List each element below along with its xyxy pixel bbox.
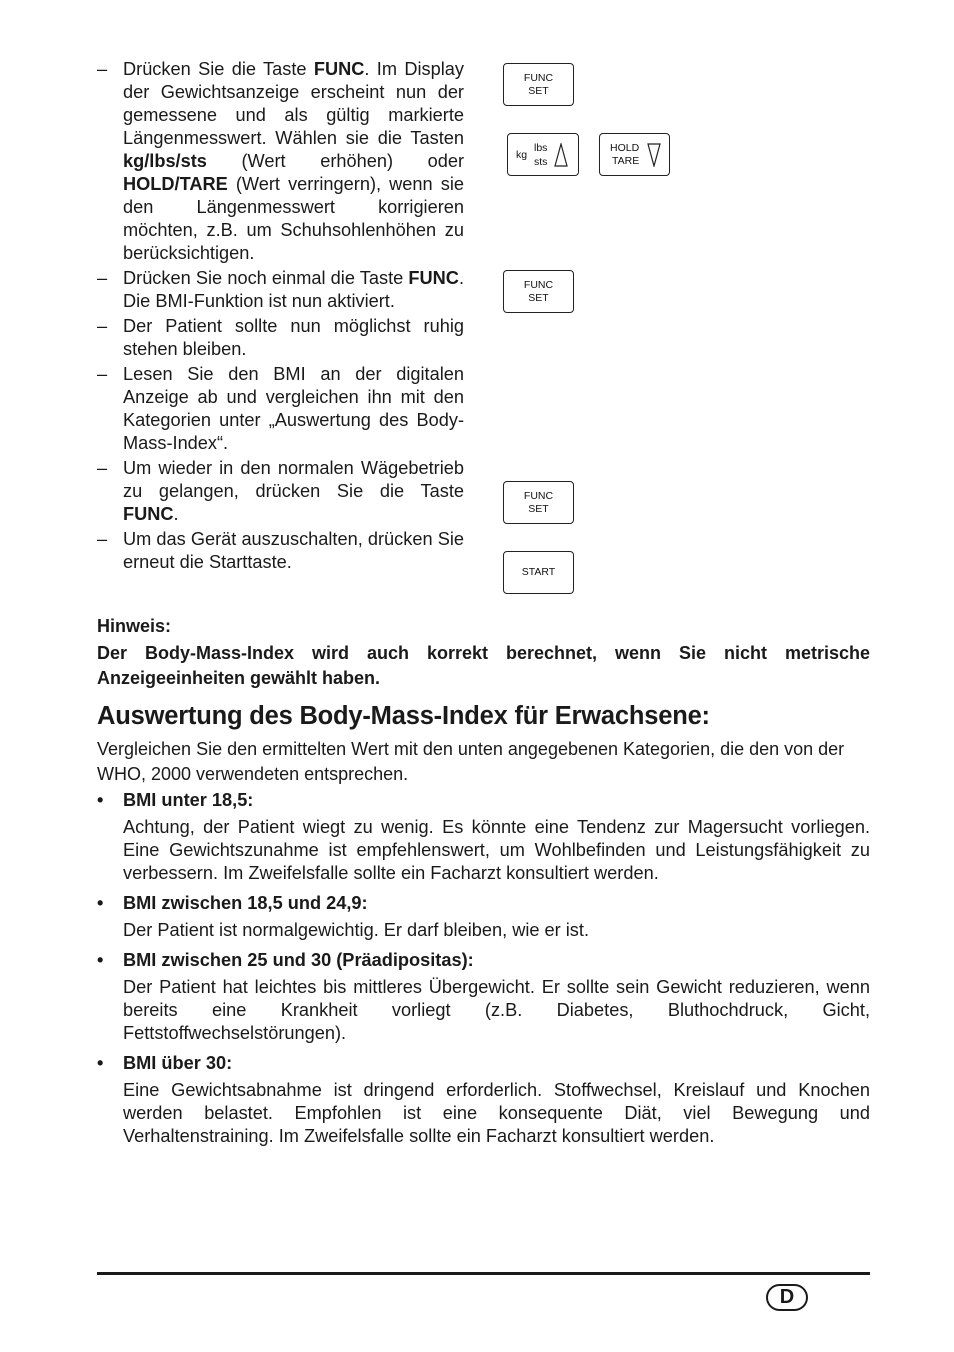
category-title: • BMI zwischen 18,5 und 24,9: <box>97 893 368 913</box>
section-intro: Vergleichen Sie den ermittelten Wert mit den unten angegebenen Kategorien, die den von der WHO, 2000 verwendeten entsprechen. <box>97 739 845 784</box>
category-text: Eine Gewichtsabnahme ist dringend erforderlich. Stoffwechsel, Kreislauf und Knochen werden belastet. Empfohlen ist eine konsequente Diät, viel Bewegung und Verhaltenstraining. Im Zweifelsfalle sollte ein Facharzt konsultiert werden. <box>123 1080 870 1146</box>
func-set-key-illustration-2: FUNC SET <box>503 270 574 313</box>
func-set-key-illustration-3: FUNC SET <box>503 481 574 524</box>
bmi-categories-list <box>97 788 870 1154</box>
note-text: Der Body-Mass-Index wird auch korrekt berechnet, wenn Sie nicht metrische Anzeigeeinheiten gewählt haben. <box>97 643 870 688</box>
section-title: Auswertung des Body-Mass-Index für Erwachsene: <box>97 702 710 730</box>
category-text: Der Patient hat leichtes bis mittleres Übergewicht. Er sollte sein Gewicht reduzieren, wenn bereits eine Krankheit vorliegt (z.B. Diabetes, Bluthochdruck, Gicht, Fettstoffwechselstörungen). <box>123 977 870 1043</box>
down-triangle-icon <box>647 143 661 167</box>
instruction-steps <box>97 58 464 574</box>
category-text: Der Patient ist normalgewichtig. Er darf bleiben, wie er ist. <box>123 920 590 940</box>
unit-key-illustration: kg lbs sts <box>507 133 579 176</box>
step-6: – Um das Gerät auszuschalten, drücken Sie erneut die Starttaste. <box>97 529 464 572</box>
category-title: • BMI unter 18,5: <box>97 790 254 810</box>
func-set-key-illustration: FUNC SET <box>503 63 574 106</box>
up-triangle-icon <box>554 143 568 167</box>
footer-rule <box>97 1272 870 1275</box>
step-3: – Der Patient sollte nun möglichst ruhig stehen bleiben. <box>97 316 464 359</box>
step-4: – Lesen Sie den BMI an der digitalen Anzeige ab und vergleichen ihn mit den Kategorien unter „Auswertung des Body-Mass-Index“. <box>97 364 464 453</box>
step-2: – Drücken Sie noch einmal die Taste FUNC. Die BMI-Funktion ist nun aktiviert. <box>97 268 464 311</box>
category-title: • BMI zwischen 25 und 30 (Präadipositas): <box>97 950 474 970</box>
category-text: Achtung, der Patient wiegt zu wenig. Es könnte eine Tendenz zur Magersucht vorliegen. Eine Gewichtszunahme ist empfehlenswert, um Wohlbefinden und Leistungsfähigkeit zu verbessern. Im Zweifelsfalle sollte ein Facharzt konsultiert werden. <box>123 817 870 883</box>
step-1: – Drücken Sie die Taste FUNC. Im Display der Gewichtsanzeige erscheint nun der gemessene und als gültig markierte Längenmesswert. Wählen sie die Tasten kg/lbs/sts (Wert erhöhen) oder HOLD/TARE (Wert verringern), wenn sie den Längenmesswert korrigieren möchten, z.B. um Schuhsohlenhöhen zu berücksichtigen. <box>97 59 465 263</box>
start-key-illustration: START <box>503 551 574 594</box>
note-heading: Hinweis: <box>97 616 172 636</box>
category-title: • BMI über 30: <box>97 1053 233 1073</box>
hold-tare-key-illustration: HOLD TARE <box>599 133 670 176</box>
language-badge: D <box>766 1284 808 1311</box>
step-5: – Um wieder in den normalen Wägebetrieb zu gelangen, drücken Sie die Taste FUNC. <box>97 458 464 524</box>
